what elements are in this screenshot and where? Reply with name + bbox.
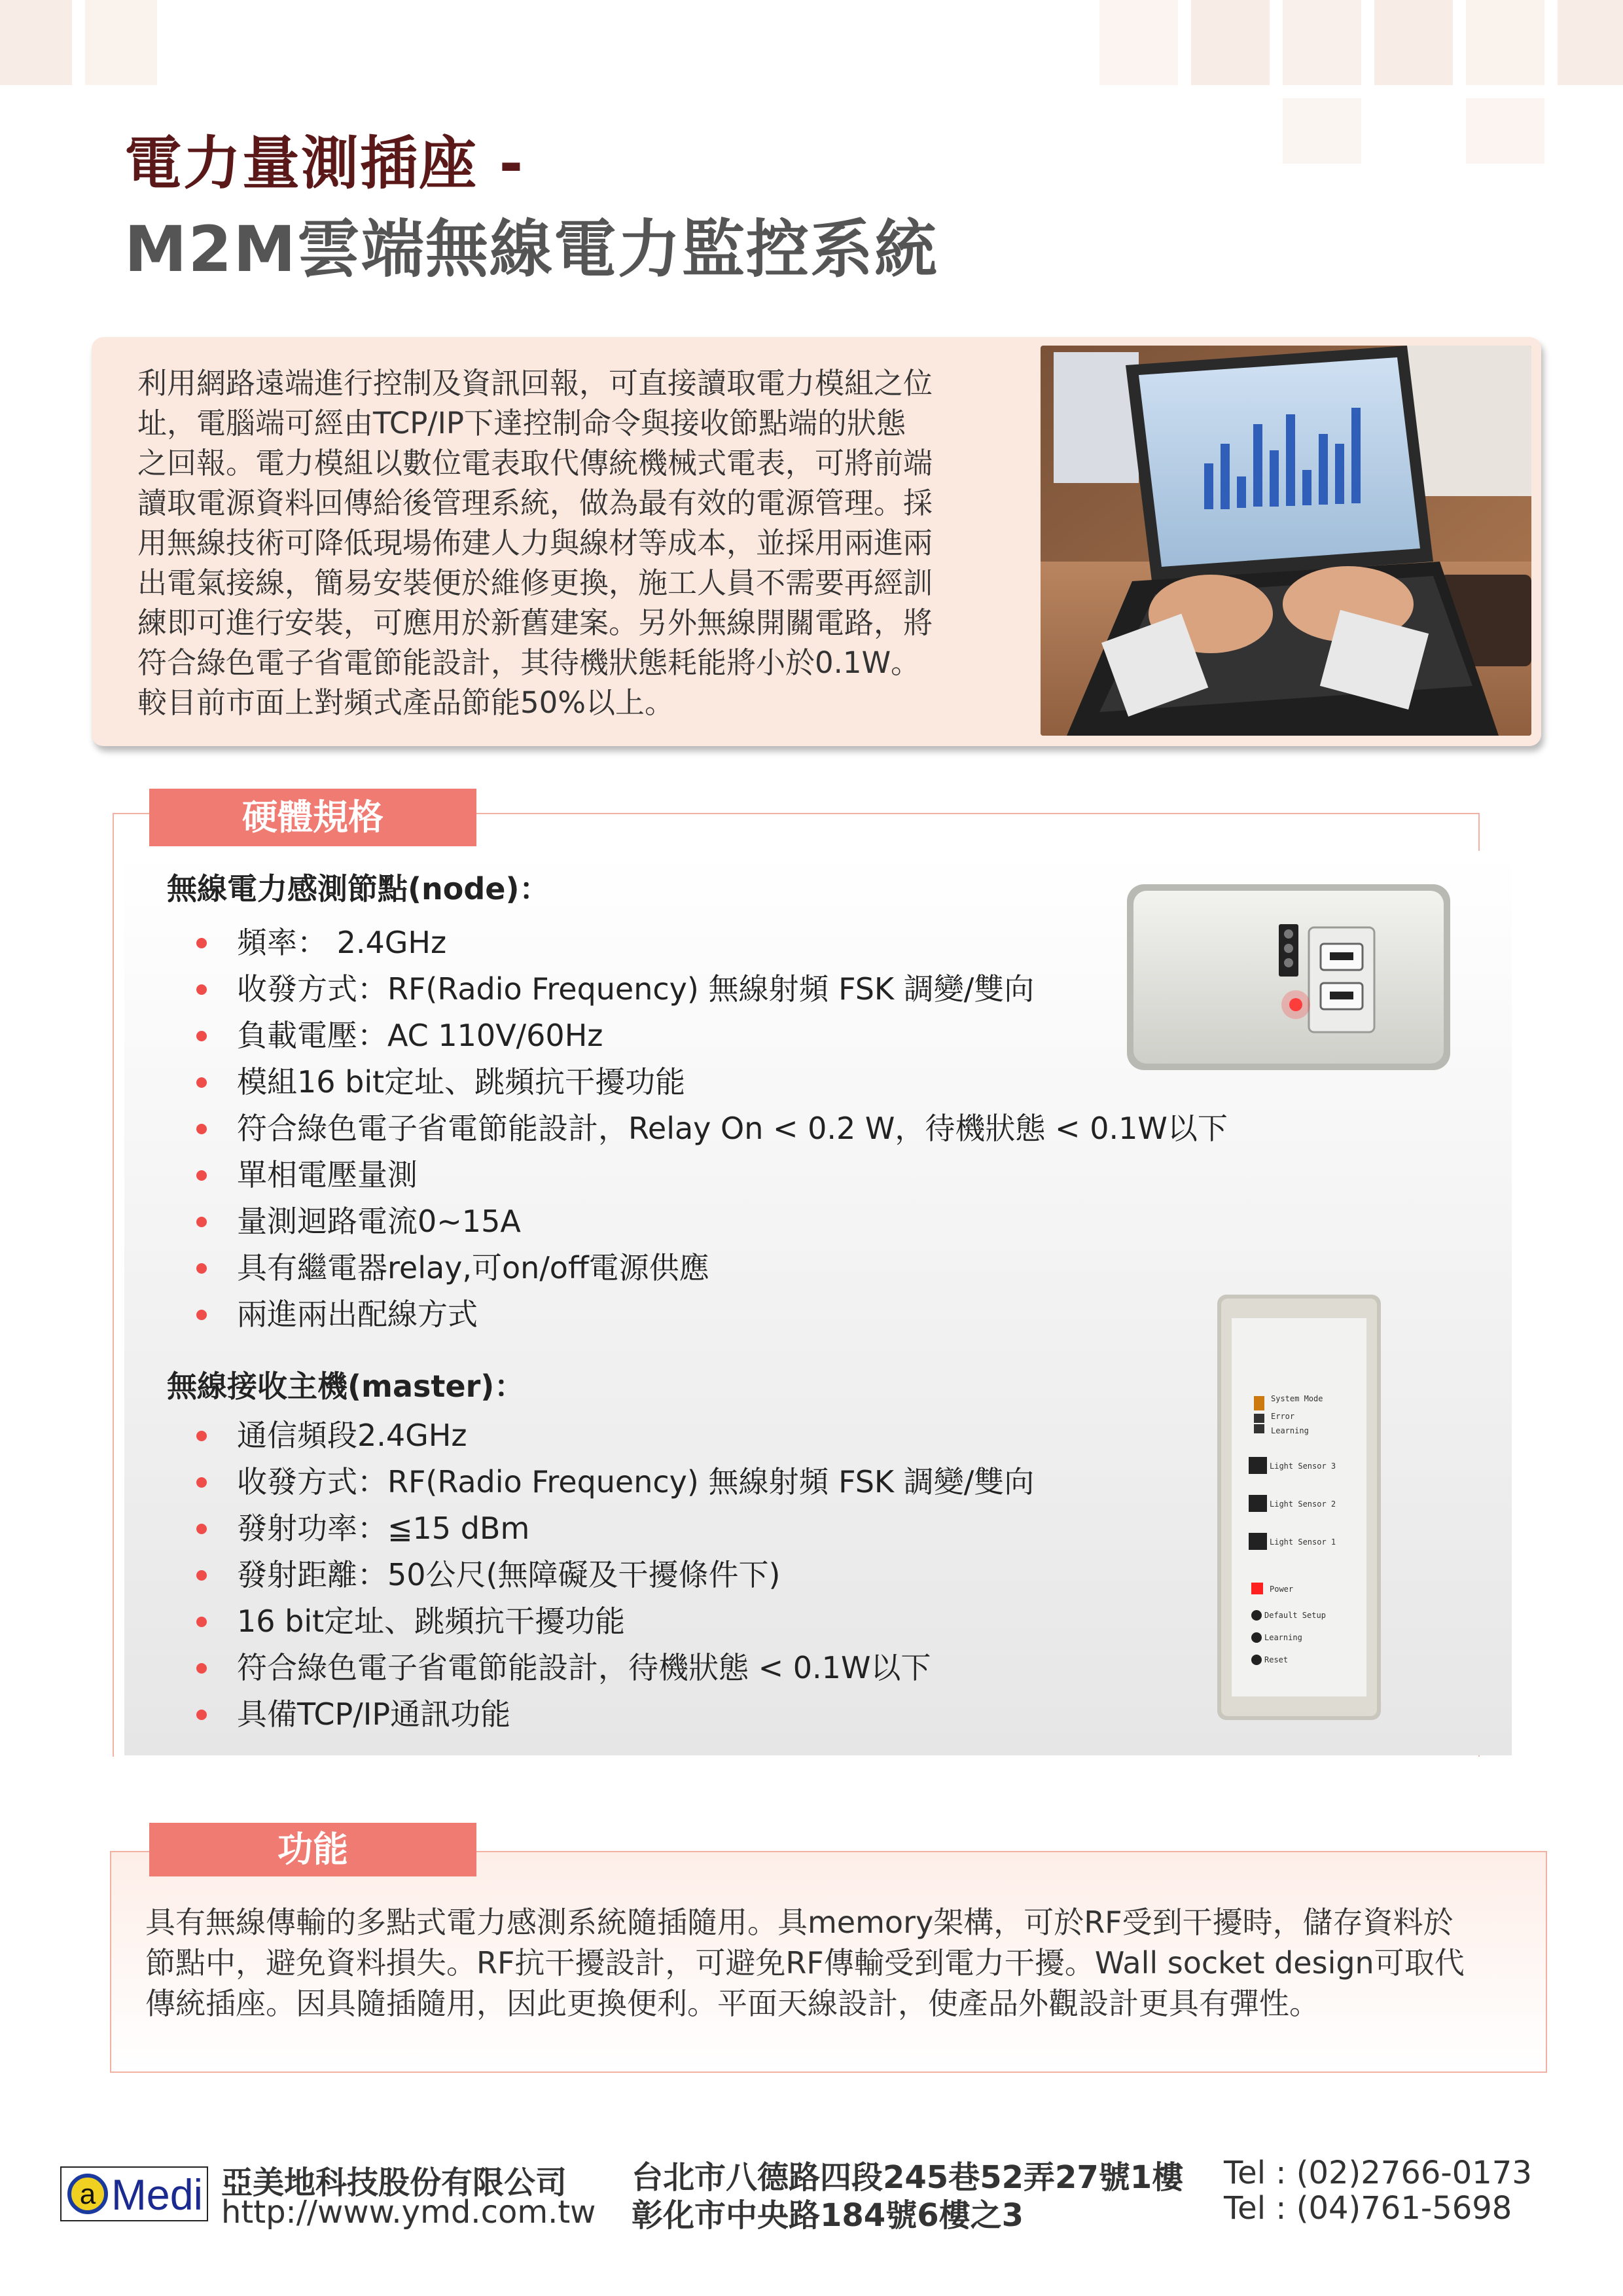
company-url[interactable]: http://www.ymd.com.tw [221, 2194, 596, 2231]
list-item-text: 單相電壓量測 [237, 1157, 418, 1193]
intro-paragraph [137, 363, 1021, 723]
list-item-text: 負載電壓：AC 110V/60Hz [237, 1018, 603, 1053]
bullet-icon [196, 1263, 207, 1274]
panel-label: Light Sensor 2 [1270, 1499, 1336, 1509]
list-item-text: 發射功率：≦15 dBm [237, 1511, 530, 1546]
list-item-text: 兩進兩出配線方式 [237, 1297, 478, 1332]
list-item-text: 16 bit定址、跳頻抗干擾功能 [237, 1604, 626, 1639]
list-item-text: 量測迴路電流0~15A [237, 1204, 521, 1239]
company-logo [60, 2166, 208, 2221]
panel-label: Learning [1271, 1426, 1309, 1435]
list-item-text: 具備TCP/IP通訊功能 [237, 1696, 511, 1732]
function-tab: 功能 [149, 1823, 476, 1876]
intro-line: 址，電腦端可經由TCP/IP下達控制命令與接收節點端的狀態 [137, 406, 906, 440]
list-item-text: 收發方式：RF(Radio Frequency) 無線射頻 FSK 調變/雙向 [237, 1464, 1035, 1499]
address-taipei: 台北市八德路四段245巷52弄27號1樓 [632, 2159, 1184, 2196]
bullet-icon [196, 1124, 207, 1134]
bullet-icon [196, 1477, 207, 1488]
list-item-text: 符合綠色電子省電節能設計，待機狀態 < 0.1W以下 [237, 1650, 931, 1685]
page-title-line1: 電力量測插座 - [124, 130, 525, 197]
phone-changhua: Tel : (04)761-5698 [1224, 2190, 1512, 2227]
function-line: 具有無線傳輸的多點式電力感測系統隨插隨用。具memory架構，可於RF受到干擾時，儲存資料於 [145, 1905, 1454, 1940]
intro-line: 之回報。電力模組以數位電表取代傳統機械式電表，可將前端 [137, 446, 933, 480]
hardware-spec-tab: 硬體規格 [149, 789, 476, 846]
list-item-text: 模組16 bit定址、跳頻抗干擾功能 [237, 1064, 686, 1100]
logo-letter: a [79, 2178, 96, 2210]
laptop-photo [1041, 346, 1531, 736]
address-changhua: 彰化市中央路184號6樓之3 [632, 2197, 1024, 2234]
list-item-text: 收發方式：RF(Radio Frequency) 無線射頻 FSK 調變/雙向 [237, 971, 1035, 1007]
list-item-text: 具有繼電器relay,可on/off電源供應 [237, 1250, 709, 1285]
panel-label: System Mode [1271, 1394, 1323, 1403]
bullet-icon [196, 1570, 207, 1581]
panel-label: Reset [1264, 1655, 1289, 1664]
list-item-text: 通信頻段2.4GHz [237, 1418, 467, 1453]
intro-line: 練即可進行安裝，可應用於新舊建案。另外無線開關電路，將 [137, 605, 933, 640]
panel-label: Light Sensor 3 [1270, 1462, 1336, 1471]
company-name: 亞美地科技股份有限公司 [221, 2164, 567, 2201]
list-item-text: 發射距離：50公尺(無障礙及干擾條件下) [237, 1557, 781, 1592]
bullet-icon [196, 1431, 207, 1441]
bullet-icon [196, 938, 207, 948]
bullet-icon [196, 1170, 207, 1181]
bullet-icon [196, 1617, 207, 1627]
bullet-icon [196, 984, 207, 995]
intro-line: 利用網路遠端進行控制及資訊回報，可直接讀取電力模組之位 [137, 366, 933, 401]
phone-taipei: Tel : (02)2766-0173 [1224, 2155, 1532, 2191]
bullet-icon [196, 1217, 207, 1227]
function-line: 節點中，避免資料損失。RF抗干擾設計，可避免RF傳輸受到電力干擾。Wall socket design可取代 [145, 1945, 1465, 1981]
master-heading: 無線接收主機(master)： [167, 1369, 525, 1404]
function-paragraph [145, 1902, 1520, 2024]
bullet-icon [196, 1524, 207, 1534]
list-item-text: 頻率： 2.4GHz [237, 925, 447, 960]
panel-label: Default Setup [1264, 1611, 1326, 1620]
panel-label: Power [1270, 1585, 1294, 1594]
panel-label: Learning [1264, 1633, 1302, 1642]
logo-text: Medi [111, 2170, 203, 2219]
bullet-icon [196, 1663, 207, 1674]
function-line: 傳統插座。因具隨插隨用，因此更換便利。平面天線設計，使產品外觀設計更具有彈性。 [145, 1986, 1319, 2021]
list-item-text: 符合綠色電子省電節能設計，Relay On < 0.2 W，待機狀態 < 0.1W以下 [237, 1111, 1228, 1146]
panel-label: Light Sensor 1 [1270, 1537, 1336, 1547]
intro-line: 用無線技術可降低現場佈建人力與線材等成本，並採用兩進兩 [137, 526, 933, 560]
wall-socket-photo [1124, 882, 1453, 1073]
page-title-line2: M2M雲端無線電力監控系統 [124, 213, 938, 286]
bullet-icon [196, 1310, 207, 1320]
bullet-icon [196, 1710, 207, 1720]
bullet-icon [196, 1077, 207, 1088]
panel-label: Error [1271, 1412, 1295, 1421]
intro-line: 較目前市面上對頻式產品節能50%以上。 [137, 685, 675, 720]
bullet-icon [196, 1031, 207, 1041]
master-device-photo [1217, 1295, 1381, 1720]
intro-line: 符合綠色電子省電節能設計，其待機狀態耗能將小於0.1W。 [137, 645, 921, 680]
laptop-illustration [1041, 346, 1531, 736]
intro-line: 出電氣接線，簡易安裝便於維修更換，施工人員不需要再經訓 [137, 565, 933, 600]
intro-line: 讀取電源資料回傳給後管理系統，做為最有效的電源管理。採 [137, 486, 933, 520]
node-heading: 無線電力感測節點(node)： [167, 871, 550, 906]
